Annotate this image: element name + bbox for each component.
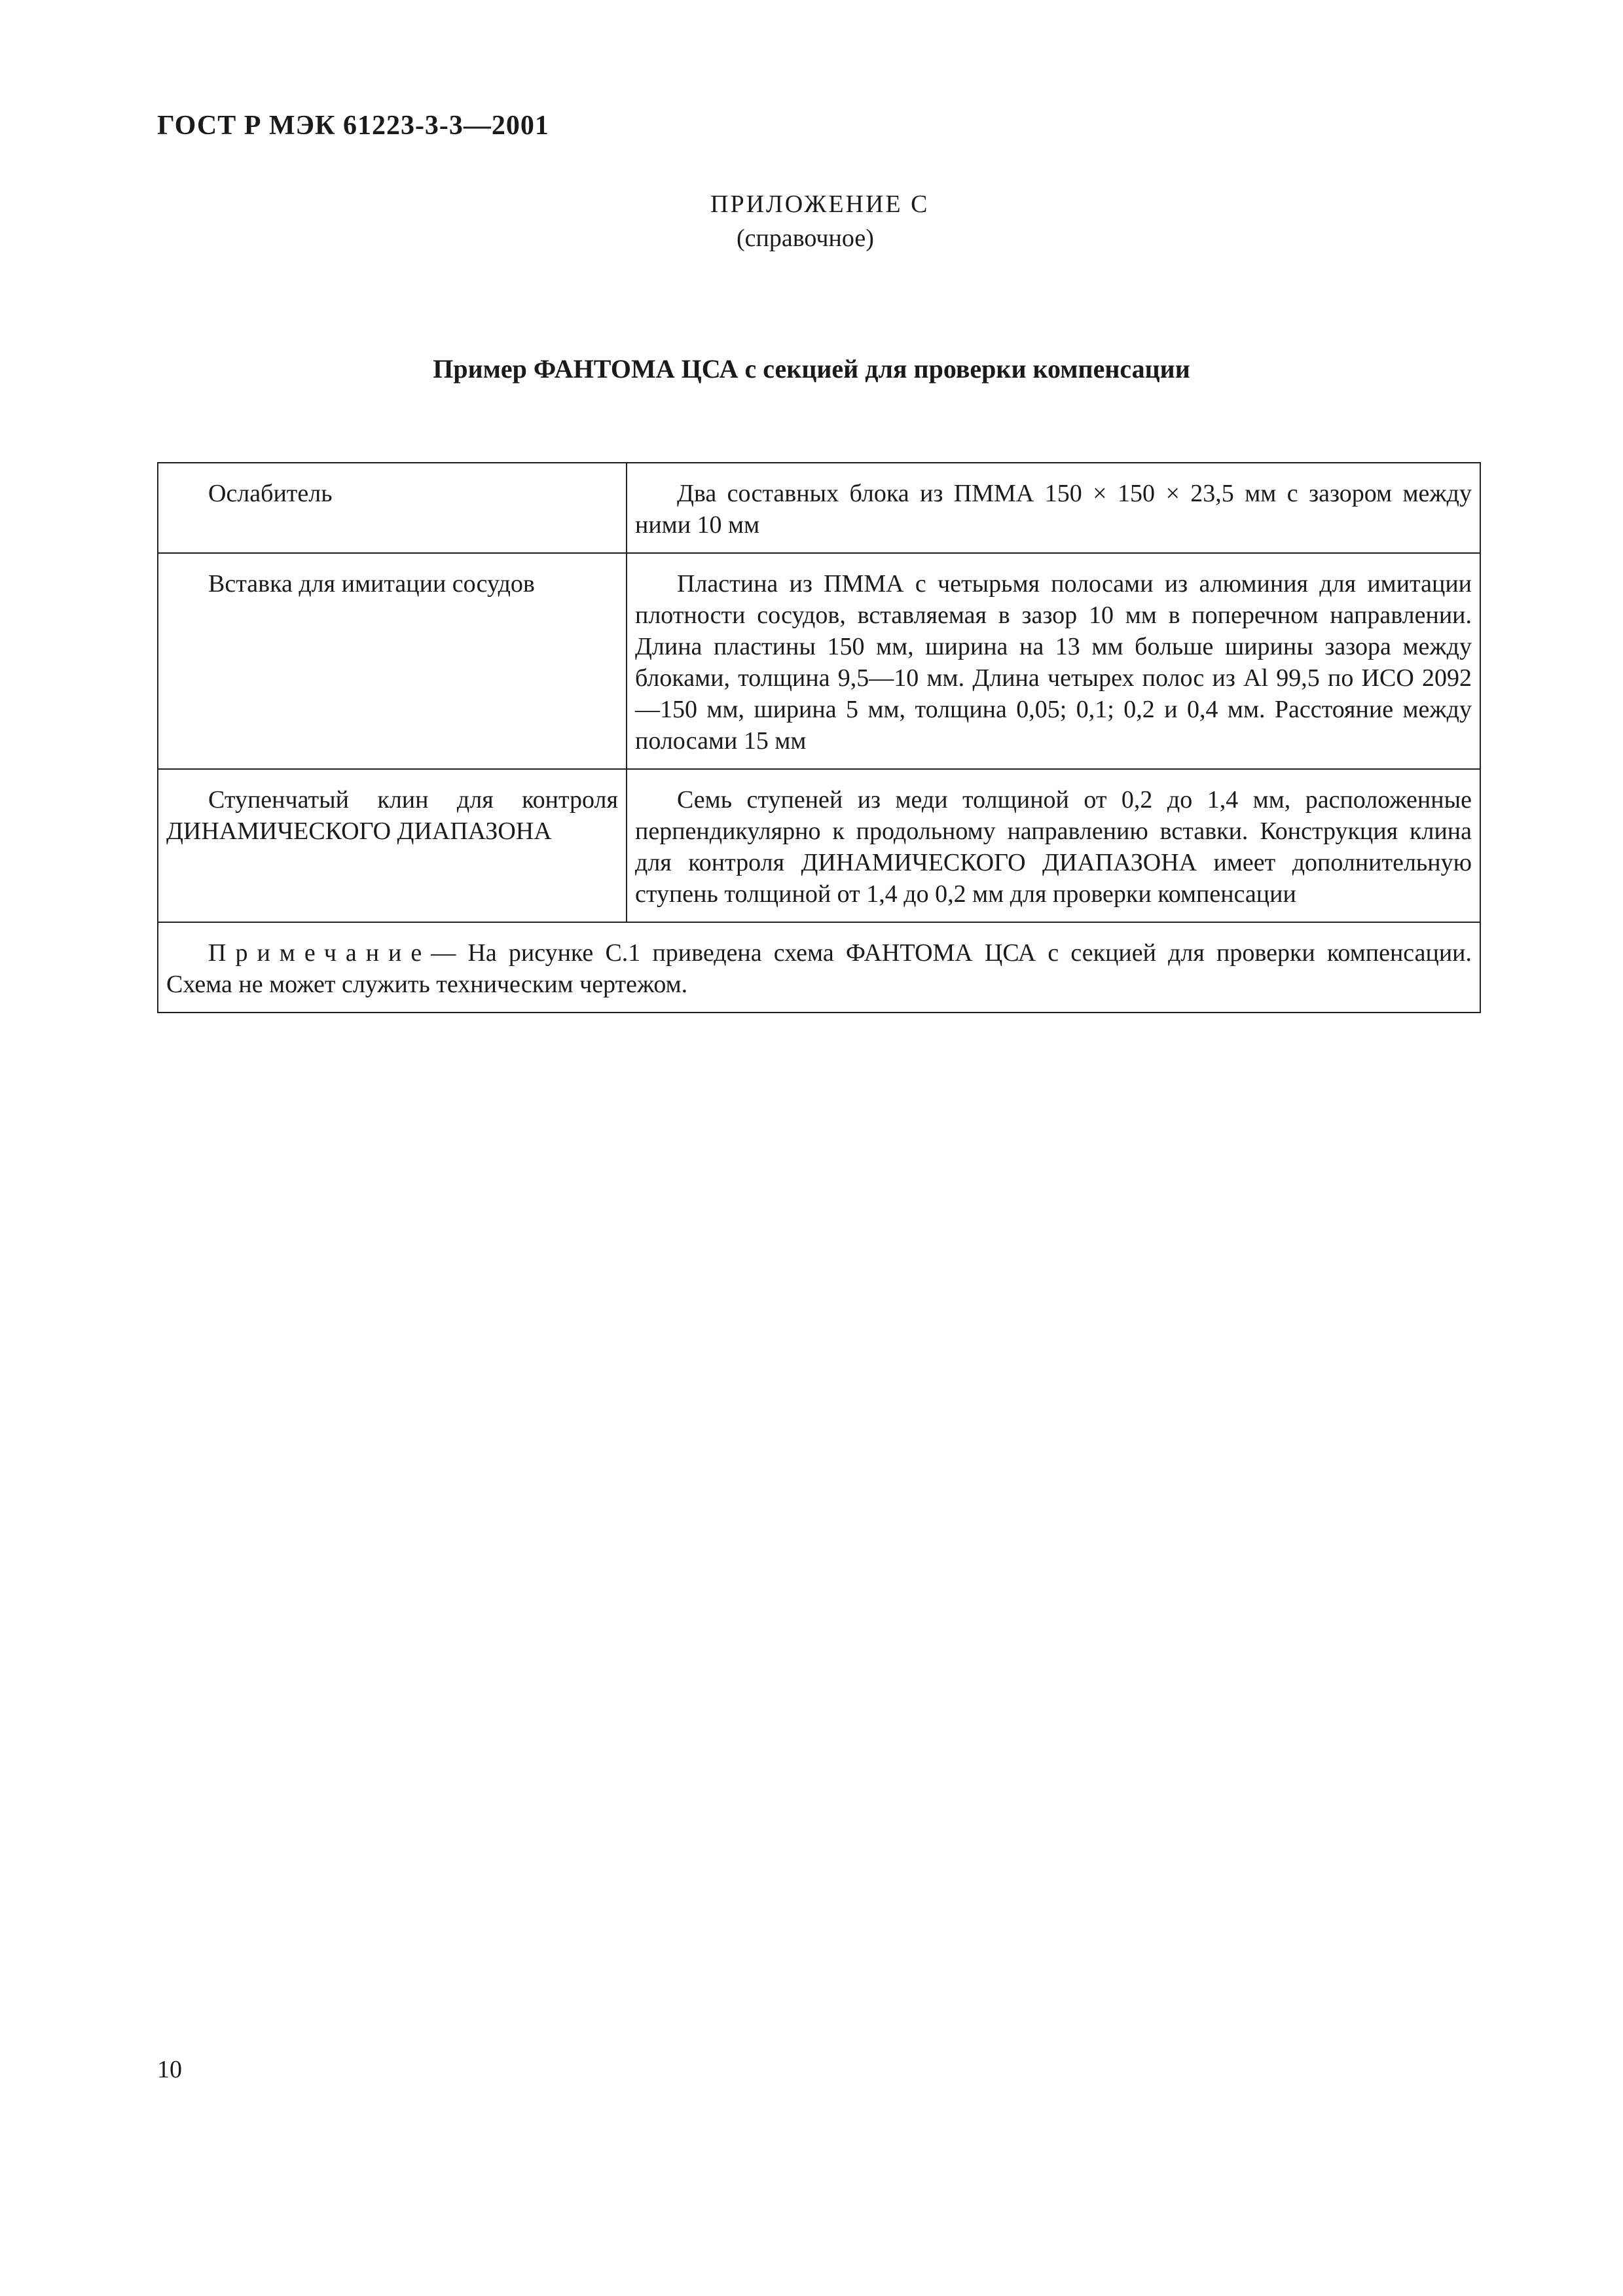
description-cell: Два составных блока из ПММА 150 × 150 × 23,5 мм с зазором между ними 10 мм — [627, 463, 1480, 553]
table-row — [158, 769, 1480, 922]
appendix-title: ПРИЛОЖЕНИЕ С — [710, 190, 930, 218]
description-cell: Семь ступеней из меди толщиной от 0,2 до 1,4 мм, расположенные перпендикулярно к продольному направлению вставки. Конструкция клина для контроля ДИНАМИЧЕСКОГО ДИАПАЗОНА имеет дополнительную ступень толщиной от 1,4 до 0,2 мм для проверки компенсации — [627, 769, 1480, 922]
term-cell: Вставка для имитации сосудов — [158, 553, 627, 769]
section-heading: Пример ФАНТОМА ЦСА с секцией для проверки компенсации — [433, 354, 1190, 384]
term-cell: Ступенчатый клин для контроля ДИНАМИЧЕСКОГО ДИАПАЗОНА — [158, 769, 627, 922]
appendix-type: (справочное) — [737, 224, 874, 252]
note-label: Примечание — [208, 939, 431, 967]
note-row — [158, 922, 1480, 1013]
table-row — [158, 553, 1480, 769]
description-cell: Пластина из ПММА с четырьмя полосами из алюминия для имитации плотности сосудов, вставляемая в зазор 10 мм в поперечном направлении. Длина пластины 150 мм, ширина на 13 мм больше ширины зазора между блоками, толщина 9,5—10 мм. Длина четырех полос из Al 99,5 по ИСО 2092—150 мм, ширина 5 мм, толщина 0,05; 0,1; 0,2 и 0,4 мм. Расстояние между полосами 15 мм — [627, 553, 1480, 769]
note-cell — [158, 922, 1480, 1013]
document-id: ГОСТ Р МЭК 61223-3-3—2001 — [157, 111, 549, 141]
page-number: 10 — [157, 2056, 182, 2083]
note-text: — На рисунке С.1 приведена схема ФАНТОМА ЦСА с секцией для проверки компенсации. Схема не может служить техническим чертежом. — [166, 939, 1472, 998]
term-cell: Ослабитель — [158, 463, 627, 553]
table-row — [158, 463, 1480, 553]
phantom-spec-table — [157, 462, 1481, 1013]
